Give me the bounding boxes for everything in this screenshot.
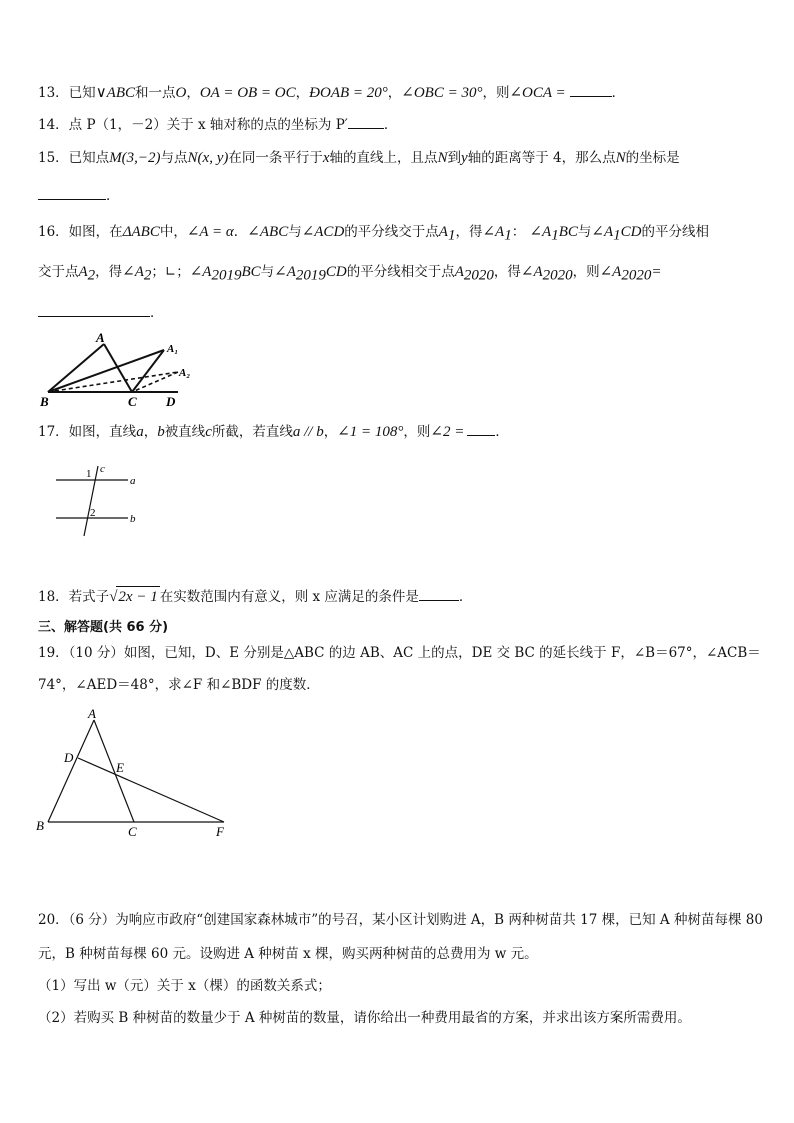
- label-C: C: [128, 824, 137, 839]
- question-16-line2: 交于点$A_2$，得$\angle A_2$；∟；$\angle A_{2019}BC$与$\angle A_{2019}CD$的平分线相交于点$A_{2020}$，得$\angle A_{2020}$，则$\angle A_{2020}=$: [38, 264, 662, 284]
- label-F: F: [216, 824, 224, 839]
- question-14: 14．点 P（1，－2）关于 x 轴对称的点的坐标为 P′ ．: [38, 114, 397, 135]
- label-C: C: [128, 394, 137, 409]
- line-c-label: c: [100, 463, 105, 475]
- answer-blank: [419, 586, 459, 601]
- label-A2: A₂: [179, 367, 191, 379]
- label-A: A: [88, 706, 96, 721]
- question-19-line2: 74°，∠AED＝48°，求∠F 和∠BDF 的度数．: [38, 677, 320, 693]
- label-E: E: [116, 760, 124, 775]
- angle-2-label: 2: [90, 507, 96, 519]
- label-B: B: [36, 818, 44, 833]
- question-15-answer: ．: [38, 185, 120, 206]
- label-D: D: [64, 750, 74, 765]
- question-20-line1: 20．（6 分）为响应市政府“创建国家森林城市”的号召，某小区计划购进 A，B 两种树苗共 17 棵，已知 A 种树苗每棵 80: [38, 912, 763, 928]
- question-13: 13．已知∨ABC和一点O，OA = OB = OC，ÐOAB = 20°，∠OBC = 30°，则∠OCA = ．: [38, 82, 625, 103]
- line-b-label: b: [130, 513, 136, 525]
- answer-blank: [570, 82, 612, 97]
- question-15: 15．已知点M(3,−2)与点N(x, y)在同一条平行于x轴的直线上，且点N到y轴的距离等于 4，那么点N的坐标是: [38, 150, 680, 166]
- question-16-answer: ．: [38, 302, 164, 323]
- sqrt-symbol: √: [109, 589, 118, 605]
- question-20-part2: （2）若购买 B 种树苗的数量少于 A 种树苗的数量，请你给出一种费用最省的方案，并求出该方案所需费用。: [38, 1010, 691, 1026]
- question-16-line1: 16．如图，在ΔABC中，∠A = α．∠ABC与∠ACD的平分线交于点$A_1$，得$\angle A_1$： $\angle A_1BC$与$\angle A_1CD$的平分线相: [38, 224, 709, 244]
- label-A: A: [96, 330, 105, 345]
- label-D: D: [166, 394, 176, 409]
- line-a-label: a: [130, 475, 136, 487]
- answer-blank: [467, 421, 495, 436]
- answer-blank: [38, 185, 106, 200]
- answer-blank: [38, 302, 150, 317]
- label-B: B: [40, 394, 49, 409]
- question-20-line2: 元，B 种树苗每棵 60 元。设购进 A 种树苗 x 棵，购买两种树苗的总费用为 w 元。: [38, 946, 538, 962]
- q17-figure: [50, 460, 150, 540]
- q16-figure: [36, 330, 206, 410]
- question-19-line1: 19．（10 分）如图，已知，D、E 分别是△ABC 的边 AB、AC 上的点，DE 交 BC 的延长线于 F，∠B＝67°，∠ACB＝: [38, 645, 761, 661]
- q19-figure: [34, 706, 234, 840]
- question-17: 17．如图，直线a，b被直线c所截，若直线a // b，∠1 = 108°，则∠2 = ．: [38, 421, 509, 442]
- answer-blank: [348, 114, 384, 129]
- question-18: 18．若式子√2x − 1 在实数范围内有意义，则 x 应满足的条件是 ．: [38, 586, 472, 607]
- label-A1: A₁: [167, 343, 179, 355]
- section-heading: 三、解答题(共 66 分): [38, 620, 169, 635]
- question-20-part1: （1）写出 w（元）关于 x（棵）的函数关系式；: [38, 978, 331, 994]
- angle-1-label: 1: [86, 468, 92, 480]
